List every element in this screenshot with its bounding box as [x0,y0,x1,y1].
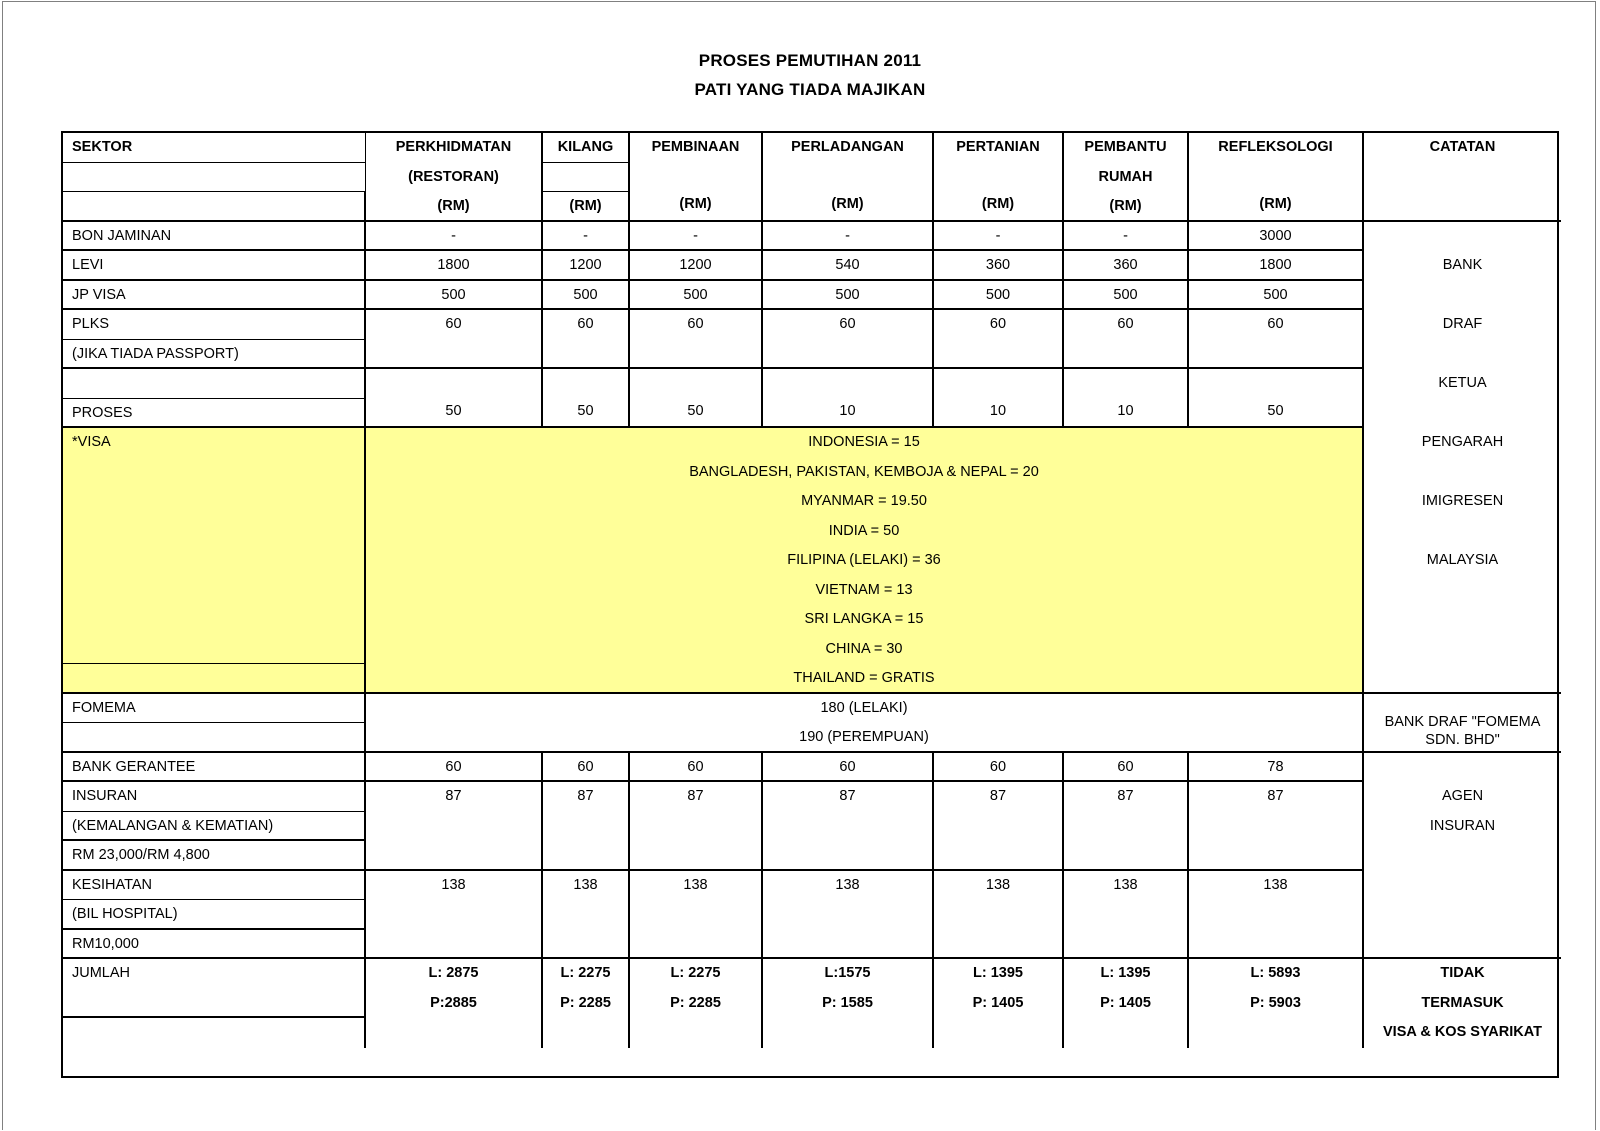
kesihatan-label-text-1: KESIHATAN [72,876,153,893]
catatan-bank-draf-text-12: MALAYSIA [1426,552,1499,568]
visa-label-blank [63,664,366,694]
bank-gerantee-value-text-1: 60 [1117,758,1134,775]
insuran-value [1064,782,1189,871]
header-pembinaan-text-3: (RM) [679,196,712,212]
kesihatan-value [934,871,1064,960]
proses-label-text-1: PROSES [72,404,133,421]
plks-value [934,310,1064,369]
bank-gerantee-value [630,753,763,783]
header-perkhidmatan-text-1: PERKHIDMATAN [395,139,512,155]
kesihatan-value-text-1: 138 [1113,876,1138,893]
bon-jaminan-value [763,222,934,252]
header-pembantu-rumah-text-2: RUMAH [1098,168,1153,185]
insuran-value-text-1: 87 [577,788,594,804]
catatan-bank-draf-text-8: PENGARAH [1421,434,1504,450]
kesihatan-label [63,871,366,901]
jumlah-value-text-1: L: 2275 [560,965,611,981]
jumlah-value [934,959,1064,1048]
kesihatan-value-text-1: 138 [1263,876,1288,893]
visa-rates-text-7: SRI LANGKA = 15 [804,611,924,627]
catatan-bank-draf-text-10: IMIGRESEN [1421,493,1504,509]
bon-jaminan-value-text-1: - [583,227,588,244]
plks-value [543,310,630,369]
header-pembantu-rumah-text-3: (RM) [1109,198,1142,214]
visa-rates-text-8: CHINA = 30 [825,640,903,657]
header-pembinaan-text-1: PEMBINAAN [651,139,740,155]
proses-value [543,369,630,428]
insuran-value [1189,782,1364,871]
jumlah-label-text-1: JUMLAH [72,965,131,981]
jumlah-value [1064,959,1189,1048]
header-perladangan-text-1: PERLADANGAN [791,139,904,155]
visa-rates-text-9: THAILAND = GRATIS [793,670,935,686]
plks-value [630,310,763,369]
jumlah-value-text-2: P: 1585 [822,994,873,1011]
jp-visa-value [630,281,763,311]
kesihatan-sublabel [63,900,366,930]
bank-gerantee-value-text-1: 60 [445,758,462,775]
bank-gerantee-value [763,753,934,783]
jumlah-value-text-2: P: 1405 [972,994,1024,1011]
jumlah-value-text-1: L: 5893 [1250,965,1301,981]
kesihatan-sublabel-text-1: (BIL HOSPITAL) [72,906,178,922]
header-sektor-blank-1 [63,163,366,193]
plks-sublabel-text-1: (JIKA TIADA PASSPORT) [72,345,239,362]
proses-label [63,399,366,429]
catatan-agen-insuran [1364,782,1561,959]
plks-value-text-1: 60 [687,316,704,332]
jp-visa-value [763,281,934,311]
levi-value-text-1: 540 [835,257,860,273]
jumlah-value-text-2: P: 1405 [1100,994,1151,1011]
header-sektor-blank-2 [63,192,366,222]
plks-sublabel [63,340,366,370]
plks-value-text-1: 60 [445,316,462,332]
levi-value [934,251,1064,281]
proses-value-text-1: 10 [1117,402,1134,419]
proses-value-text-1: 50 [445,402,462,419]
bank-gerantee-value-text-1: 60 [687,758,704,775]
fomema-label [63,694,366,724]
fee-table [61,131,1559,1078]
levi-value-text-1: 360 [985,257,1011,273]
header-pembinaan [630,133,763,222]
kesihatan-sublabel-2-text-1: RM10,000 [72,935,139,952]
catatan-bank-draf [1364,222,1561,694]
header-perkhidmatan-text-3: (RM) [437,198,470,214]
fomema-fees-text-2: 190 (PEREMPUAN) [799,729,929,745]
fomema-label-blank [63,723,366,753]
jumlah-label [63,959,366,1018]
visa-label [63,428,366,664]
insuran-label-text-1: INSURAN [72,788,138,804]
fomema-fees-text-1: 180 (LELAKI) [820,699,908,716]
header-catatan-text-1: CATATAN [1429,139,1496,155]
insuran-sublabel-2-text-1: RM 23,000/RM 4,800 [72,847,210,863]
jp-visa-value [1064,281,1189,311]
header-refleksologi-text-1: REFLEKSOLOGI [1218,139,1333,155]
insuran-value-text-1: 87 [989,788,1007,804]
catatan-agen-insuran-text-1: AGEN [1441,788,1484,804]
bank-gerantee-value [543,753,630,783]
jp-visa-label-text-1: JP VISA [72,286,126,303]
kesihatan-value [543,871,630,960]
kesihatan-value [1189,871,1364,960]
jumlah-value [366,959,543,1048]
visa-rates-text-5: FILIPINA (LELAKI) = 36 [787,552,941,568]
levi-value [1064,251,1189,281]
visa-rates-text-1: INDONESIA = 15 [808,434,920,450]
bon-jaminan-value-text-1: - [845,227,850,244]
fomema-label-text-1: FOMEMA [72,699,136,716]
bank-gerantee-value [366,753,543,783]
jumlah-value [543,959,630,1048]
proses-blank [63,369,366,399]
bon-jaminan-value [1189,222,1364,252]
jp-visa-value [1189,281,1364,311]
bank-gerantee-value-text-1: 60 [839,758,856,775]
header-kilang-rm-text-1: (RM) [569,198,602,214]
plks-value [763,310,934,369]
bank-gerantee-label [63,753,366,783]
jp-visa-value [934,281,1064,311]
kesihatan-value-text-1: 138 [441,876,466,893]
header-pembantu-rumah-text-1: PEMBANTU [1084,139,1167,155]
plks-label [63,310,366,340]
bank-gerantee-value [1064,753,1189,783]
bon-jaminan-value [934,222,1064,252]
catatan-jumlah-text-1: TIDAK [1440,965,1485,981]
catatan-jumlah [1364,959,1561,1048]
insuran-sublabel-text-1: (KEMALANGAN & KEMATIAN) [72,817,274,834]
levi-value-text-1: 360 [1113,257,1138,273]
proses-value [630,369,763,428]
jumlah-label-blank [63,1018,366,1048]
levi-value [630,251,763,281]
jumlah-value-text-2: P: 2285 [560,994,611,1011]
header-perkhidmatan-text-2: (RESTORAN) [408,168,499,185]
jp-visa-value-text-1: 500 [441,286,466,303]
visa-rates-text-4: INDIA = 50 [828,522,900,539]
levi-value [543,251,630,281]
insuran-value [630,782,763,871]
catatan-fomema-text-1: BANK DRAF "FOMEMA [1384,713,1541,730]
insuran-value [543,782,630,871]
bank-gerantee-value-text-1: 60 [989,758,1007,775]
insuran-value [934,782,1064,871]
levi-value [763,251,934,281]
proses-value [934,369,1064,428]
bon-jaminan-value-text-1: - [995,227,1001,244]
bank-gerantee-value [934,753,1064,783]
jp-visa-label [63,281,366,311]
jumlah-value-text-1: L: 1395 [973,965,1023,981]
visa-label-text-1: *VISA [72,434,111,450]
plks-value-text-1: 60 [577,316,594,332]
kesihatan-value [1064,871,1189,960]
proses-value [366,369,543,428]
proses-value [1189,369,1364,428]
jumlah-value [630,959,763,1048]
bon-jaminan-value [630,222,763,252]
header-refleksologi-text-3: (RM) [1259,196,1292,212]
catatan-fomema [1364,694,1561,753]
bon-jaminan-value [543,222,630,252]
kesihatan-value-text-1: 138 [985,876,1011,893]
header-kilang-text-1: KILANG [557,139,614,155]
insuran-value-text-1: 87 [445,788,462,804]
bon-jaminan-value-text-1: 3000 [1259,227,1292,244]
header-perladangan [763,133,934,222]
kesihatan-value-text-1: 138 [835,876,860,893]
visa-rates-text-2: BANGLADESH, PAKISTAN, KEMBOJA & NEPAL = 20 [689,463,1039,480]
visa-rates-text-6: VIETNAM = 13 [815,581,913,598]
plks-value [366,310,543,369]
insuran-value [763,782,934,871]
jumlah-value-text-1: L: 2875 [428,965,479,981]
insuran-value-text-1: 87 [839,788,856,804]
insuran-value-text-1: 87 [1117,788,1134,804]
insuran-value-text-1: 87 [687,788,704,804]
jumlah-value [763,959,934,1048]
plks-value-text-1: 60 [839,316,856,332]
jp-visa-value [543,281,630,311]
levi-value-text-1: 1200 [569,257,602,273]
proses-value [763,369,934,428]
bank-gerantee-label-text-1: BANK GERANTEE [72,758,196,775]
bank-gerantee-value-text-1: 78 [1267,758,1284,775]
levi-value-text-1: 1200 [679,257,712,273]
document-title: PROSES PEMUTIHAN 2011 [698,51,922,70]
header-kilang-rm [543,192,630,222]
header-catatan [1364,133,1561,222]
levi-value [1189,251,1364,281]
jp-visa-value-text-1: 500 [985,286,1011,303]
bon-jaminan-value-text-1: - [451,227,456,244]
jp-visa-value-text-1: 500 [573,286,598,303]
document-subtitle: PATI YANG TIADA MAJIKAN [694,80,926,99]
levi-label [63,251,366,281]
levi-label-text-1: LEVI [72,257,104,273]
header-sektor [63,133,366,163]
jumlah-value-text-2: P: 2285 [670,994,721,1011]
jp-visa-value [366,281,543,311]
catatan-bank-draf-text-2: BANK [1442,257,1483,273]
header-pertanian-text-3: (RM) [981,196,1015,212]
insuran-label [63,782,366,812]
kesihatan-value-text-1: 138 [573,876,598,893]
proses-value-text-1: 50 [1267,402,1284,419]
header-kilang-blank [543,163,630,193]
visa-rates-text-3: MYANMAR = 19.50 [801,493,927,509]
catatan-bank-draf-text-6: KETUA [1438,375,1487,391]
insuran-sublabel-2 [63,841,366,871]
header-pertanian-text-1: PERTANIAN [956,139,1040,155]
jumlah-value [1189,959,1364,1048]
bank-gerantee-value-text-1: 60 [577,758,594,775]
catatan-agen-insuran-text-2: INSURAN [1429,817,1496,834]
plks-value-text-1: 60 [1267,316,1284,332]
proses-value-text-1: 50 [687,402,704,419]
catatan-jumlah-text-3: VISA & KOS SYARIKAT [1383,1024,1542,1040]
kesihatan-sublabel-2 [63,930,366,960]
plks-value-text-1: 60 [1117,316,1134,332]
jumlah-value-text-1: L: 2275 [670,965,721,981]
levi-value [366,251,543,281]
jp-visa-value-text-1: 500 [683,286,708,303]
jumlah-value-text-2: P: 5903 [1250,994,1301,1011]
proses-value [1064,369,1189,428]
jumlah-value-text-1: L:1575 [824,965,871,981]
levi-value-text-1: 1800 [437,257,470,273]
kesihatan-value-text-1: 138 [683,876,708,893]
catatan-fomema-text-2: SDN. BHD" [1425,731,1500,748]
bon-jaminan-label-text-1: BON JAMINAN [72,227,172,244]
catatan-bank-draf-text-4: DRAF [1442,316,1483,332]
header-sektor-text-1: SEKTOR [72,139,133,155]
jp-visa-value-text-1: 500 [1113,286,1138,303]
header-pertanian [934,133,1064,222]
insuran-sublabel [63,812,366,842]
fomema-fees [366,694,1364,753]
insuran-value [366,782,543,871]
kesihatan-value [630,871,763,960]
catatan-jumlah-text-2: TERMASUK [1421,994,1504,1011]
levi-value-text-1: 1800 [1259,257,1292,273]
proses-value-text-1: 10 [839,402,856,419]
plks-label-text-1: PLKS [72,316,110,332]
insuran-value-text-1: 87 [1267,788,1284,804]
jumlah-value-text-1: L: 1395 [1100,965,1151,981]
proses-value-text-1: 10 [989,402,1007,419]
header-perladangan-text-3: (RM) [831,196,864,212]
header-pembantu-rumah [1064,133,1189,222]
bank-gerantee-value [1189,753,1364,783]
jp-visa-value-text-1: 500 [835,286,860,303]
jumlah-value-text-2: P:2885 [430,994,477,1011]
plks-value [1189,310,1364,369]
header-refleksologi [1189,133,1364,222]
kesihatan-value [366,871,543,960]
jp-visa-value-text-1: 500 [1263,286,1288,303]
header-perkhidmatan [366,133,543,222]
bon-jaminan-label [63,222,366,252]
bon-jaminan-value-text-1: - [1123,227,1128,244]
plks-value-text-1: 60 [989,316,1007,332]
bon-jaminan-value [1064,222,1189,252]
proses-value-text-1: 50 [577,402,594,419]
header-kilang [543,133,630,163]
visa-rates [366,428,1364,694]
bon-jaminan-value [366,222,543,252]
plks-value [1064,310,1189,369]
kesihatan-value [763,871,934,960]
bon-jaminan-value-text-1: - [693,227,698,244]
